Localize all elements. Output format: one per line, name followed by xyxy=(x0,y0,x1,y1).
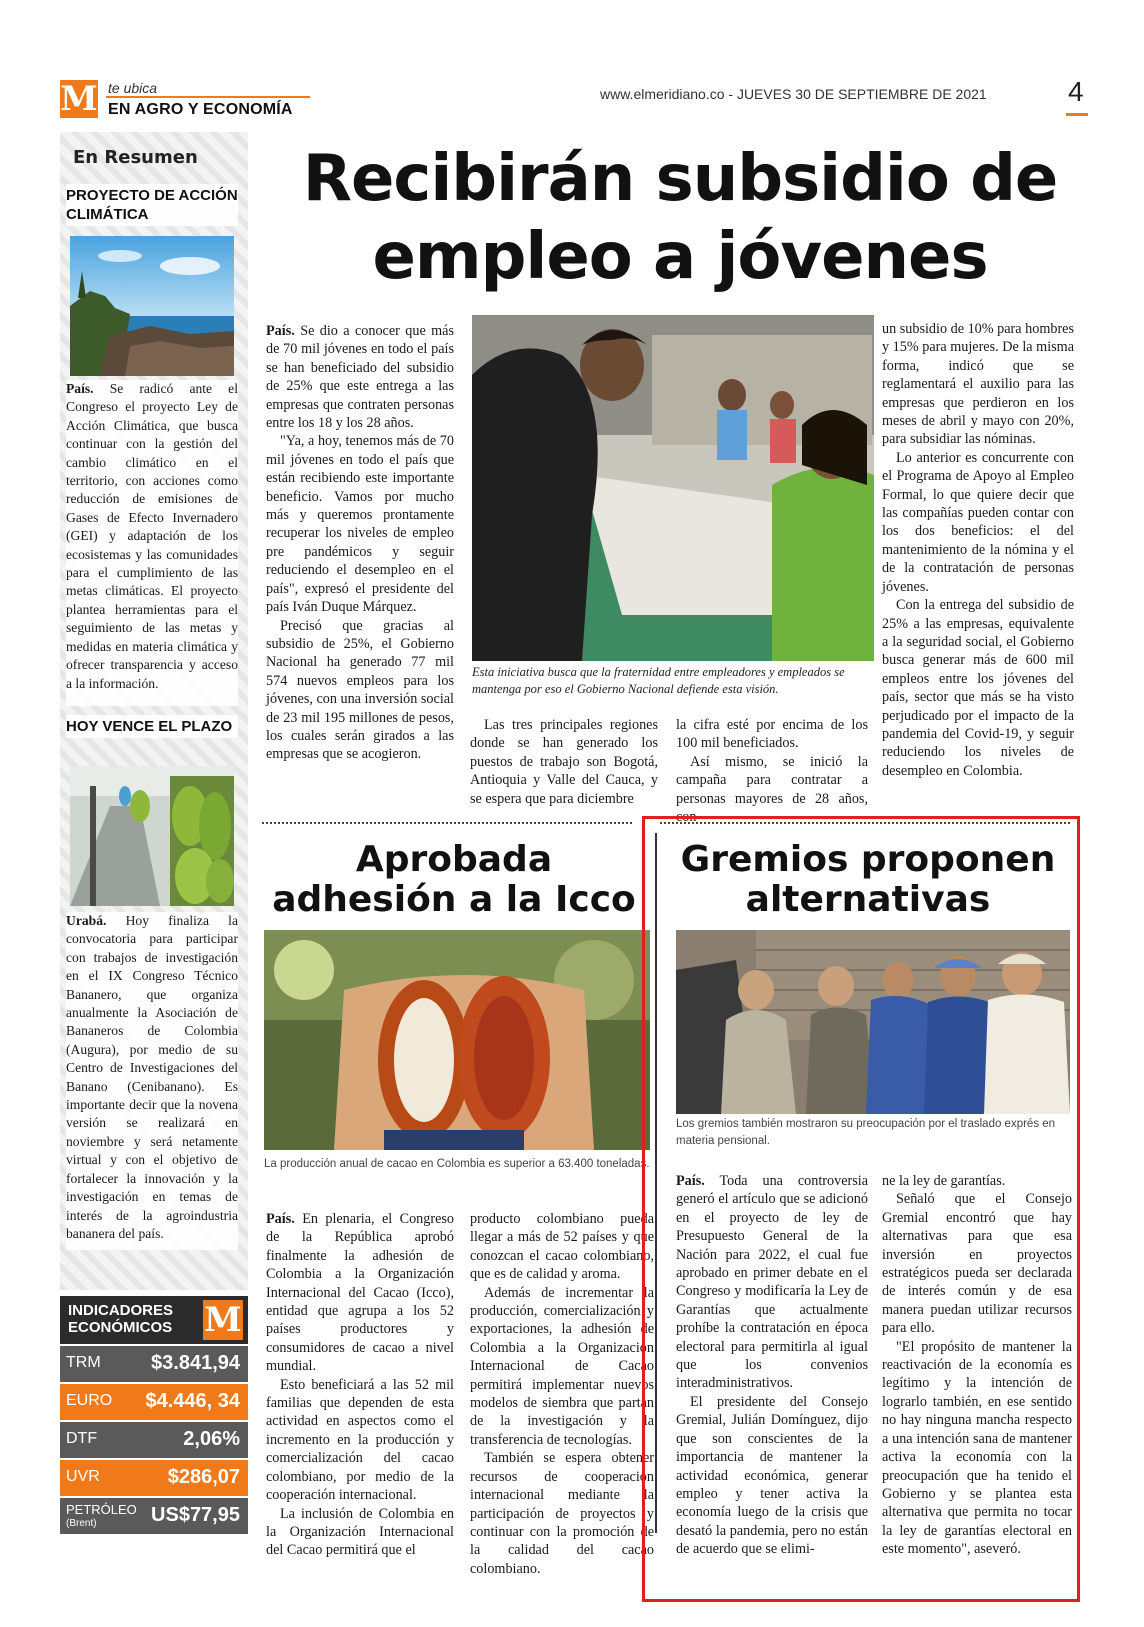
indicator-value: $3.841,94 xyxy=(151,1352,240,1374)
indicators-logo: M xyxy=(204,1300,242,1340)
page-number-underline xyxy=(1066,113,1088,116)
icco-headline: Aprobada adhesión a la Icco xyxy=(272,839,636,920)
sidebar-item1-lead: País. xyxy=(66,381,94,396)
sidebar-item2-text: Hoy finaliza la convocatoria para participar con trabajos de investigación en el IX Congreso Técnico Bananero, que organiza anualmente la Asociación de Bananeros de Colombia (Augura), por medio de su Centro de Investigaciones del Banano (Cenibanano). Es importante decir que la novena versión se realizará en noviembre y será netamente virtual y con el objetivo de fortalecer la innovación y la investigación en temas de interés de la agroindustria bananera del país. xyxy=(66,913,238,1241)
icco-col1-p1-text: En plenaria, el Congreso de la República aprobó finalmente la adhesión de Colombia a la Organización Internacional del Cacao (Icco), entidad que agrupa a los 52 países productores y consumidores de cacao a nivel mundial. xyxy=(266,1211,454,1375)
main-col4-p3: Con la entrega del subsidio de 25% a las empresas, equivalente a la seguridad social, el Gobierno busca generar más de 600 mil empleos entre los jóvenes del país, sector que más se ha visto perjudicado por el impacto de la pandemia del Covid-19, y seguir reduciendo los niveles de desempleo en Colombia. xyxy=(882,597,1074,779)
main-col4-p2: Lo anterior es concurrente con el Programa de Apoyo al Empleo Formal, lo que quiere decir que las compañías pueden contar con los dos beneficios: el del mantenimiento de la nómina y el de la contratación de personas jóvenes. xyxy=(882,449,1074,595)
indicator-petroleo xyxy=(60,1498,248,1534)
main-lead: País. xyxy=(266,323,295,339)
banana-photo xyxy=(70,766,234,906)
gremios-headline: Gremios proponen alternativas xyxy=(680,839,1056,920)
indicator-value: $4.446, 34 xyxy=(145,1390,240,1412)
indicator-label: EURO xyxy=(66,1392,113,1409)
sidebar-item2-lead: Urabá. xyxy=(66,913,107,928)
gremios-col2-p2: "El propósito de mantener la reactivación de la economía es legítimo y la intención de lograrlo también, en ese sentido no hay ninguna mancha respecto a una intención sana de mantener activa la economía con la preocupación que ha tenido el Gobierno y se plantea esta alternativa que permita no tocar la ley de garantías electoral en este momento", aseveró. xyxy=(882,1338,1072,1558)
tagline: te ubica xyxy=(108,80,158,96)
employment-photo xyxy=(472,315,874,661)
newspaper-logo[interactable]: M xyxy=(60,79,98,119)
cacao-photo-image xyxy=(264,930,650,1150)
section-name: EN AGRO Y ECONOMÍA xyxy=(108,101,293,118)
cacao-photo xyxy=(264,930,650,1150)
icco-col1 xyxy=(266,1210,454,1560)
icco-col1-p1 xyxy=(266,1210,454,1376)
indicator-value: $286,07 xyxy=(167,1466,240,1488)
gremios-lead: País. xyxy=(676,1173,705,1189)
section-divider-left xyxy=(262,822,632,824)
gremios-col1-p1-text: Toda una controversia generó el artículo que se adicionó en el proyecto de ley de Presupuesto General de la Nación para 2022, el cual fue aprobado en primer debate en el Congreso y modificaría la Ley de Garantías que actualmente prohíbe la contratación en época electoral para permitirla al igual que los convenios interadministrativos. xyxy=(676,1173,869,1392)
main-col3-p1: la cifra esté por encima de los 100 mil beneficiados. xyxy=(676,717,868,752)
indicator-label: PETRÓLEO xyxy=(66,1502,137,1517)
page-number: 4 xyxy=(1068,76,1084,107)
indicators-title xyxy=(68,1302,173,1336)
icco-col2-p2: Además de incrementar la producción, comercialización y exportaciones, la adhesión de Colombia a la Organización Internacional de Cacao permitirá implementar nuevos modelos de siembra que partan de la investigación y la transferencia de tecnologías. xyxy=(470,1284,654,1448)
gremios-photo-image xyxy=(676,930,1070,1114)
sidebar-item2-body xyxy=(66,912,238,1250)
indicator-euro xyxy=(60,1384,248,1420)
indicator-trm xyxy=(60,1346,248,1382)
gremios-col1 xyxy=(676,1172,868,1559)
main-col3 xyxy=(676,716,868,826)
gremios-col2 xyxy=(882,1172,1072,1559)
dateline: www.elmeridiano.co - JUEVES 30 DE SEPTIEMBRE DE 2021 xyxy=(600,86,987,102)
icco-col2-p3: También se espera obtener recursos de cooperación internacional mediante la participación de proyectos y continuar con la promoción de la calidad del cacao colombiano. xyxy=(470,1450,654,1577)
gremios-col2-p1: Señaló que el Consejo Gremial encontró que hay alternativas para que esa inversión en proyectos estratégicos pueda ser declarada de interés común y de esa manera puedan utilizar recursos para ello. xyxy=(882,1191,1072,1337)
banana-photo-image xyxy=(70,766,234,906)
employment-photo-image xyxy=(472,315,874,661)
gremios-col1-p1 xyxy=(676,1172,868,1393)
main-col1-p1 xyxy=(266,322,454,432)
gremios-col2-p0: ne la ley de garantías. xyxy=(882,1173,1006,1189)
icco-photo-caption: La producción anual de cacao en Colombia es superior a 63.400 toneladas. xyxy=(264,1158,650,1170)
coast-photo-image xyxy=(70,236,234,376)
main-col1 xyxy=(266,322,454,764)
main-col1-p1-text: Se dio a conocer que más de 70 mil jóvenes en todo el país se han beneficiado del subsidio de 25% que este entrega a las empresas que contraten personas entre los 18 y los 28 años. xyxy=(266,323,455,432)
indicator-value: US$77,95 xyxy=(151,1504,240,1526)
section-rule xyxy=(106,96,310,98)
gremios-photo-caption: Los gremios también mostraron su preocupación por el traslado exprés en materia pensional. xyxy=(676,1118,1056,1147)
indicator-uvr xyxy=(60,1460,248,1496)
main-col1-p2: "Ya, a hoy, tenemos más de 70 mil jóvenes en todo el país que están recibiendo este importante beneficio. Vamos por mucho más y queremos prontamente recuperar los niveles de empleo pre pandémicos y seguir reduciendo el desempleo en el país", expresó el presidente del país Iván Duque Márquez. xyxy=(266,433,454,616)
main-col2-p1: Las tres principales regiones donde se han generado los puestos de trabajo son Bogotá, Antioquia y Valle del Cauca, y se espera que para diciembre xyxy=(470,717,658,807)
indicator-sublabel: (Brent) xyxy=(66,1518,97,1529)
main-col4 xyxy=(882,320,1074,780)
sidebar-item1-body xyxy=(66,380,238,706)
main-photo-caption: Esta iniciativa busca que la fraternidad entre empleadores y empleados se mantenga por eso el Gobierno Nacional defiende esta visión. xyxy=(472,665,845,696)
icco-col2 xyxy=(470,1210,654,1578)
gremios-col1-p2: El presidente del Consejo Gremial, Julián Domínguez, dijo que son conscientes de la importancia de mantener la actividad económica, generar empleo y tener activa la economía luego de la crisis que desató la pandemia, pero no están de acuerdo que se elimi- xyxy=(676,1393,868,1558)
main-col4-p1: un subsidio de 10% para hombres y 15% para mujeres. De la misma forma, indicó que se reglamentará el auxilio para las empresas que perdieron en los meses de abril y mayo con 20%, para subsidiar las nóminas. xyxy=(882,321,1074,448)
indicator-label: DTF xyxy=(66,1430,98,1447)
indicator-dtf xyxy=(60,1422,248,1458)
indicator-label: TRM xyxy=(66,1354,101,1371)
icco-col1-p3: La inclusión de Colombia en la Organización Internacional del Cacao permitirá que el xyxy=(266,1505,454,1559)
sidebar-item2-title: HOY VENCE EL PLAZO xyxy=(66,715,238,738)
icco-lead: País. xyxy=(266,1211,295,1227)
sidebar-item1-text: Se radicó ante el Congreso el proyecto Ley de Acción Climática, que busca continuar con la gestión del cambio climático en el territorio, con acciones como reducción de emisiones de Gases de Efecto Invernadero (GEI) y adaptación de los ecosistemas y las comunidades para el cumplimiento de las metas climáticas. El proyecto plantea herramientas para el seguimiento de las metas y medidas en materia climática y ofrecer transparencia y acceso a la información. xyxy=(66,381,238,691)
indicators-title-line1: INDICADORES xyxy=(68,1302,174,1319)
main-col1-p3: Precisó que gracias al subsidio de 25%, el Gobierno Nacional ha generado 77 mil 574 nuevos empleos para los jóvenes, con una inversión social de 23 mil 195 millones de pesos, los cuales serán girados a las empresas que se acogieron. xyxy=(266,617,454,763)
main-col3-p2: Así mismo, se inició la campaña para contratar a personas mayores de 28 años, con xyxy=(676,753,868,826)
main-headline: Recibirán subsidio de empleo a jóvenes xyxy=(302,142,1058,294)
icco-col2-p1: producto colombiano pueda llegar a más de 52 países y que conozcan el cacao colombiano, que es de calidad y aroma. xyxy=(470,1211,654,1283)
indicator-label: UVR xyxy=(66,1468,100,1485)
gremios-photo xyxy=(676,930,1070,1114)
icco-col1-p2: Esto beneficiará a las 52 mil familias que dependen de esta actividad en aspectos como el incremento en la producción y comercialización del cacao colombiano, por medio de la cooperación internacional. xyxy=(266,1376,454,1504)
sidebar-item1-title: PROYECTO DE ACCIÓN CLIMÁTICA xyxy=(66,184,238,226)
indicators-title-line2: ECONÓMICOS xyxy=(68,1319,173,1336)
coast-photo xyxy=(70,236,234,376)
main-col2 xyxy=(470,716,658,808)
indicator-value: 2,06% xyxy=(183,1428,240,1450)
sidebar-heading: En Resumen xyxy=(73,147,198,168)
column-separator xyxy=(655,833,657,1533)
